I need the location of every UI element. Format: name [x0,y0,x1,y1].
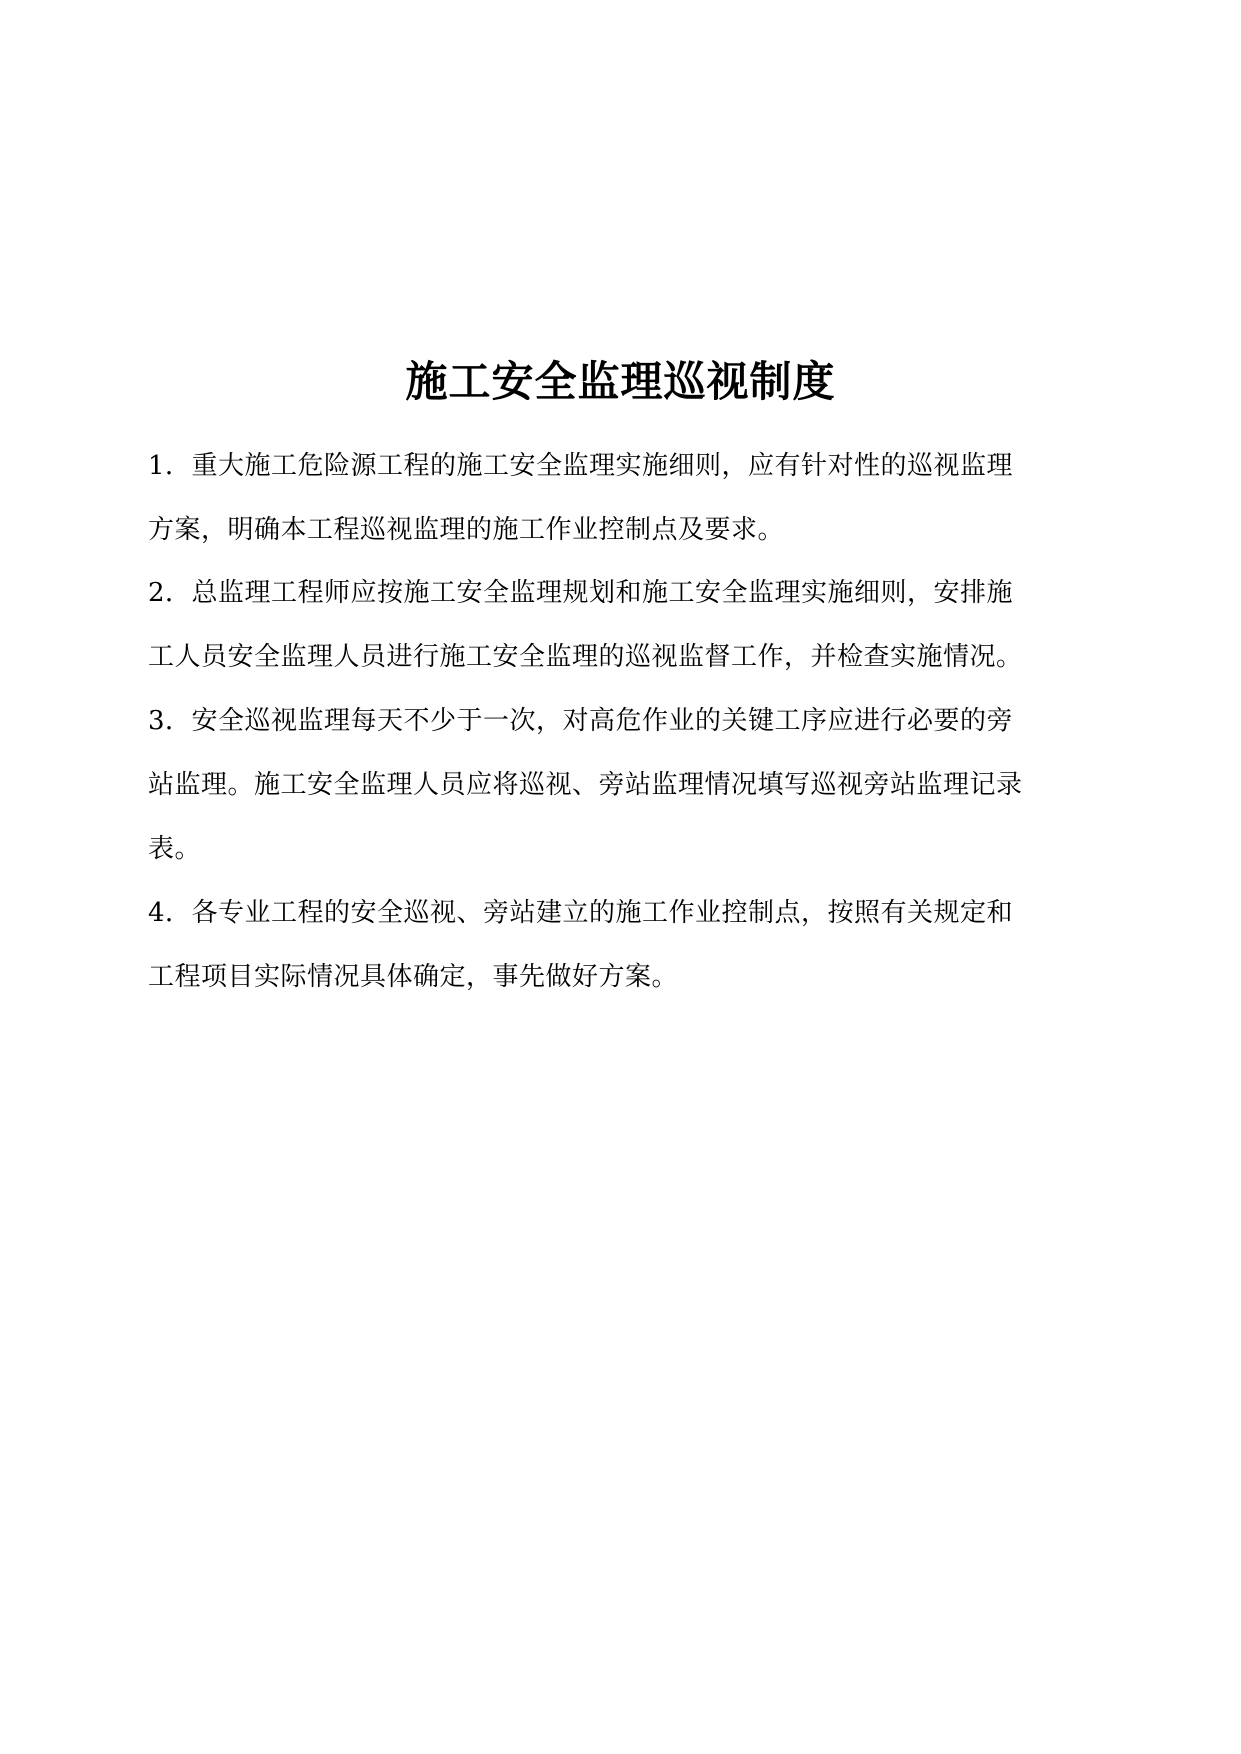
page-title: 施工安全监理巡视制度 [405,357,836,406]
paragraph-3-line-1: 3．安全巡视监理每天不少于一次，对高危作业的关键工序应进行必要的旁 [148,706,1014,736]
paragraph-3-line-2: 站监理。施工安全监理人员应将巡视、旁站监理情况填写巡视旁站监理记录 [148,770,1023,800]
paragraph-1-line-1: 1．重大施工危险源工程的施工安全监理实施细则，应有针对性的巡视监理 [148,451,1014,481]
paragraph-1-line-2: 方案，明确本工程巡视监理的施工作业控制点及要求。 [148,515,785,545]
paragraph-2-line-2: 工人员安全监理人员进行施工安全监理的巡视监督工作，并检查实施情况。 [148,642,1023,672]
paragraph-3-line-3: 表。 [148,834,202,864]
paragraph-2-line-1: 2．总监理工程师应按施工安全监理规划和施工安全监理实施细则，安排施 [148,578,1014,608]
paragraph-4-line-2: 工程项目实际情况具体确定，事先做好方案。 [148,962,679,992]
paragraph-4-line-1: 4．各专业工程的安全巡视、旁站建立的施工作业控制点，按照有关规定和 [148,898,1014,928]
